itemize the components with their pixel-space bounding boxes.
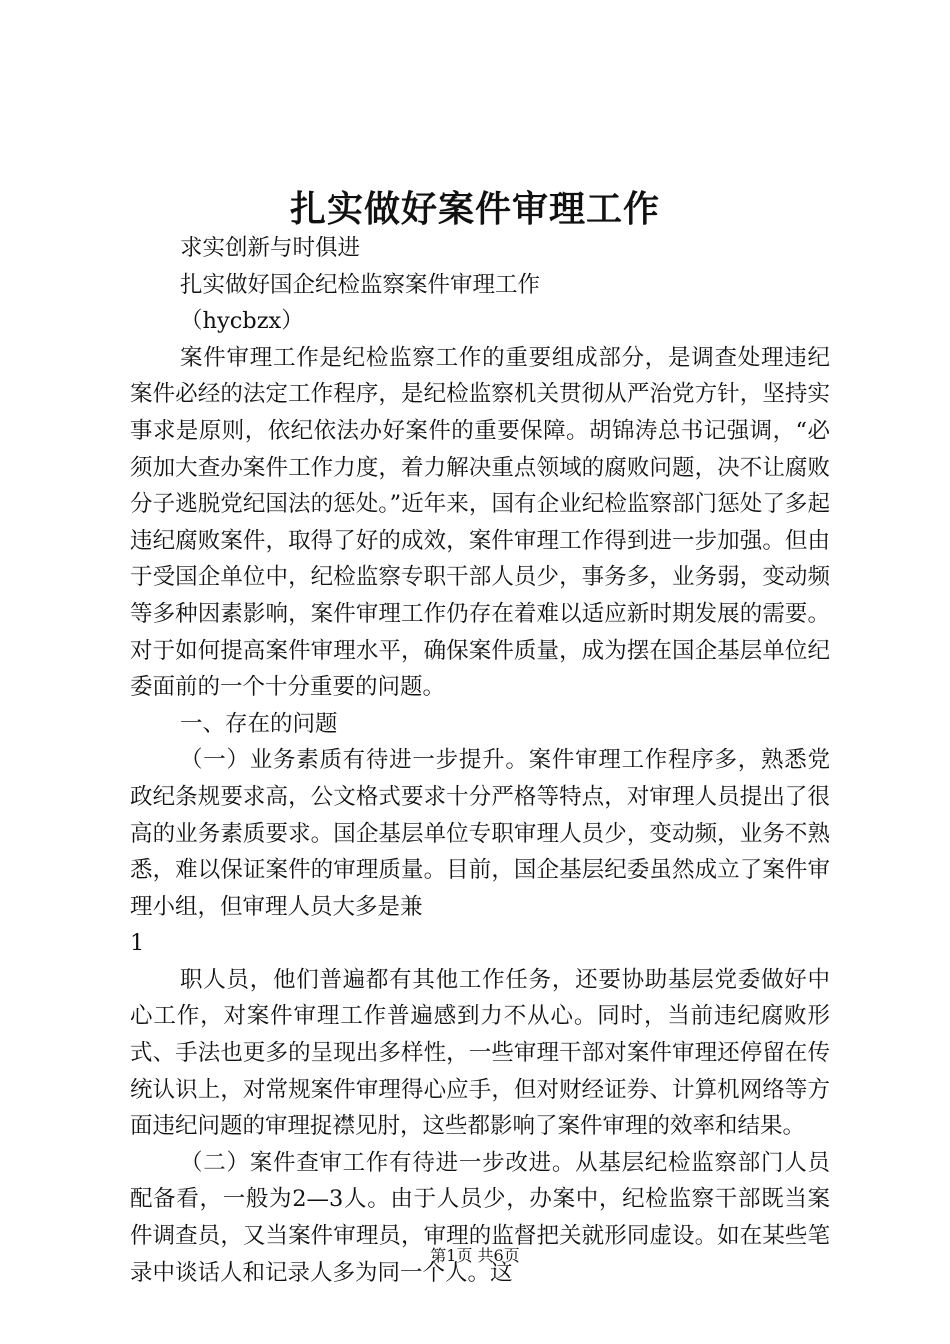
paragraph-continuation: 职人员，他们普遍都有其他工作任务，还要协助基层党委做好中心工作，对案件审理工作普遍感到力不从心。同时，当前违纪腐败形式、手法也更多的呈现出多样性，一些审理干部对案件审理还停留在传统认识上，对常规案件审理得心应手，但对财经证券、计算机网络等方面违纪问题的审理捉襟见肘，这些都影响了案件审理的效率和结果。	[130, 966, 830, 1140]
document-body	[130, 230, 830, 1291]
page-footer: 第1页 共6页	[430, 1246, 520, 1265]
source-line: （hycbzx）	[180, 308, 304, 335]
subtitle-line-2: 扎实做好国企纪检监察案件审理工作	[180, 271, 541, 298]
paragraph-point-2: （二）案件查审工作有待进一步改进。从基层纪检监察部门人员配备看，一般为2—3人。由于人员少，办案中，纪检监察干部既当案件调查员，又当案件审理员，审理的监督把关就形同虚设。如在某些笔录中谈话人和记录人多为同一个人。这	[130, 1149, 830, 1286]
subtitle-line-1: 求实创新与时俱进	[180, 235, 361, 261]
document-title: 扎实做好案件审理工作	[289, 188, 660, 230]
paragraph-intro: 案件审理工作是纪检监察工作的重要组成部分，是调查处理违纪案件必经的法定工作程序，是纪检监察机关贯彻从严治党方针，坚持实事求是原则，依纪依法办好案件的重要保障。胡锦涛总书记强调，“必须加大查办案件工作力度，着力解决重点领域的腐败问题，决不让腐败分子逃脱党纪国法的惩处。”近年来，国有企业纪检监察部门惩处了多起违纪腐败案件，取得了好的成效，案件审理工作得到进一步加强。但由于受国企单位中，纪检监察专职干部人员少，事务多，业务弱，变动频等多种因素影响，案件审理工作仍存在着难以适应新时期发展的需要。对于如何提高案件审理水平，确保案件质量，成为摆在国企基层单位纪委面前的一个十分重要的问题。	[130, 344, 830, 701]
inline-page-number: 1	[130, 930, 145, 957]
paragraph-point-1: （一）业务素质有待进一步提升。案件审理工作程序多，熟悉党政纪条规要求高，公文格式要求十分严格等特点，对审理人员提出了很高的业务素质要求。国企基层单位专职审理人员少，变动频，业务不熟悉，难以保证案件的审理质量。目前，国企基层纪委虽然成立了案件审理小组，但审理人员大多是兼	[130, 747, 830, 920]
section-heading: 一、存在的问题	[180, 710, 338, 737]
